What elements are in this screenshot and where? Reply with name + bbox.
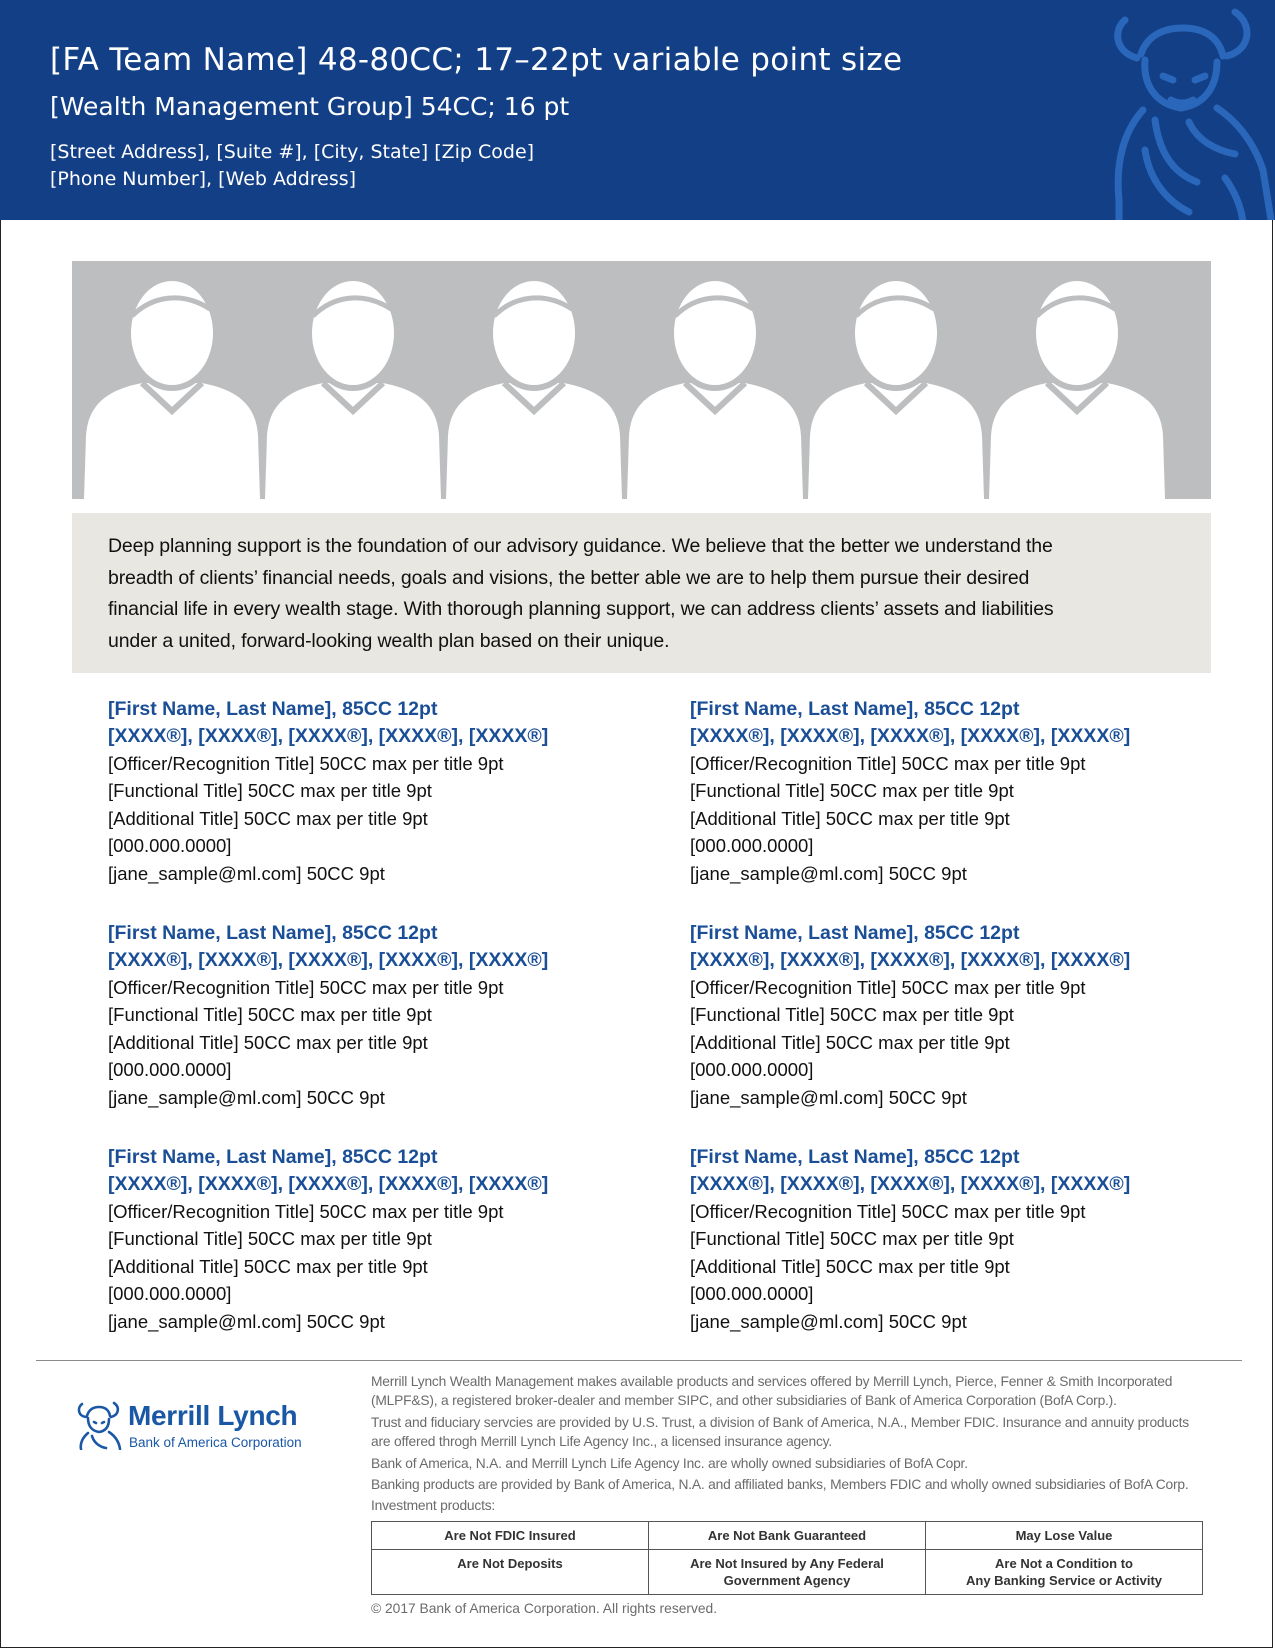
- advisor-credentials: [XXXX®], [XXXX®], [XXXX®], [XXXX®], [XXXX®]: [108, 1173, 549, 1195]
- advisor-phone: [000.000.0000]: [690, 835, 814, 857]
- functional-title: [Functional Title] 50CC max per title 9pt: [690, 1228, 1014, 1250]
- additional-title: [Additional Title] 50CC max per title 9pt: [108, 1255, 428, 1277]
- investment-risk-table: [371, 1521, 1203, 1595]
- functional-title: [Functional Title] 50CC max per title 9pt: [108, 780, 432, 802]
- additional-title: [Additional Title] 50CC max per title 9pt: [690, 1255, 1010, 1277]
- risk-cell: Are Not FDIC Insured: [372, 1522, 649, 1550]
- functional-title: [Functional Title] 50CC max per title 9pt: [108, 1228, 432, 1250]
- additional-title: [Additional Title] 50CC max per title 9pt: [690, 807, 1010, 829]
- disclosure-line: Merrill Lynch Wealth Management makes available products and services offered by Merrill Lynch, Pierce, Fenner & Smith Incorporated: [371, 1374, 1173, 1389]
- advisor-phone: [000.000.0000]: [690, 1059, 814, 1081]
- officer-title: [Officer/Recognition Title] 50CC max per title 9pt: [108, 753, 504, 774]
- advisor-phone: [000.000.0000]: [108, 1059, 232, 1081]
- team-silhouettes-image: [72, 261, 1211, 499]
- disclosure-line: are offered throgh Merrill Lynch Life Agency Inc., a licensed insurance agency.: [371, 1434, 832, 1449]
- bull-icon: [72, 1398, 124, 1450]
- team-silhouettes: [72, 261, 1211, 499]
- advisor-credentials: [XXXX®], [XXXX®], [XXXX®], [XXXX®], [XXXX®]: [690, 949, 1131, 971]
- person-head-silhouette: [1033, 278, 1121, 388]
- intro-line: Deep planning support is the foundation of our advisory guidance. We believe that the better we understand the: [108, 535, 1053, 557]
- advisor-name: [First Name, Last Name], 85CC 12pt: [108, 1146, 438, 1168]
- person-body-silhouette: [446, 383, 622, 499]
- advisor-card: [690, 920, 1250, 1111]
- functional-title: [Functional Title] 50CC max per title 9pt: [108, 1004, 432, 1026]
- officer-title: [Officer/Recognition Title] 50CC max per title 9pt: [690, 977, 1086, 998]
- functional-title: [Functional Title] 50CC max per title 9pt: [690, 1004, 1014, 1026]
- footer-divider: [36, 1360, 1242, 1361]
- advisor-phone: [000.000.0000]: [690, 1283, 814, 1305]
- disclosure-trust: [371, 1413, 1211, 1451]
- disclosure-line: (MLPF&S), a registered broker-dealer and member SIPC, and other subsidiaries of Bank of America Corporation (BofA Corp.).: [371, 1393, 1117, 1408]
- header-banner: [0, 0, 1275, 220]
- disclosure-banking: Banking products are provided by Bank of America, N.A. and affiliated banks, Members FDIC and wholly owned subsidiaries of BofA Corp.: [371, 1477, 1189, 1492]
- risk-cell: Are Not Bank Guaranteed: [649, 1522, 926, 1550]
- street-address: [Street Address], [Suite #], [City, State] [Zip Code]: [50, 141, 535, 163]
- officer-title: [Officer/Recognition Title] 50CC max per title 9pt: [108, 977, 504, 998]
- advisor-phone: [000.000.0000]: [108, 1283, 232, 1305]
- person-head-silhouette: [490, 278, 578, 388]
- person-body-silhouette: [989, 383, 1165, 499]
- advisor-card: [690, 1144, 1250, 1335]
- intro-line: financial life in every wealth stage. With thorough planning support, we can address clients’ assets and liabilities: [108, 598, 1054, 620]
- advisor-email: [jane_sample@ml.com] 50CC 9pt: [690, 1310, 967, 1332]
- advisor-credentials: [XXXX®], [XXXX®], [XXXX®], [XXXX®], [XXXX®]: [690, 1173, 1131, 1195]
- risk-cell-line: Any Banking Service or Activity: [965, 1573, 1163, 1588]
- officer-title: [Officer/Recognition Title] 50CC max per title 9pt: [690, 1201, 1086, 1222]
- advisor-name: [First Name, Last Name], 85CC 12pt: [690, 922, 1020, 944]
- risk-cell: [649, 1550, 926, 1595]
- advisor-card: [690, 696, 1250, 887]
- merrill-lynch-logo: [72, 1398, 332, 1458]
- advisor-card: [108, 696, 668, 887]
- functional-title: [Functional Title] 50CC max per title 9pt: [690, 780, 1014, 802]
- copyright-notice: © 2017 Bank of America Corporation. All rights reserved.: [371, 1601, 718, 1616]
- disclosure-line: Trust and fiduciary servcies are provided by U.S. Trust, a division of Bank of America, N.A., Member FDIC. Insurance and annuity products: [371, 1415, 1189, 1430]
- additional-title: [Additional Title] 50CC max per title 9pt: [108, 1031, 428, 1053]
- officer-title: [Officer/Recognition Title] 50CC max per title 9pt: [108, 1201, 504, 1222]
- disclosure-mlpfs: [371, 1372, 1211, 1410]
- advisor-email: [jane_sample@ml.com] 50CC 9pt: [108, 862, 385, 884]
- advisor-card: [108, 1144, 668, 1335]
- logo-brand-name: Merrill Lynch: [128, 1400, 298, 1431]
- advisor-credentials: [XXXX®], [XXXX®], [XXXX®], [XXXX®], [XXXX®]: [690, 725, 1131, 747]
- intro-line: breadth of clients’ financial needs, goals and visions, the better able we are to help them pursue their desired: [108, 566, 1030, 589]
- phone-web-address: [Phone Number], [Web Address]: [50, 168, 357, 190]
- intro-panel: [72, 513, 1211, 673]
- advisor-email: [jane_sample@ml.com] 50CC 9pt: [108, 1310, 385, 1332]
- risk-cell-line: Are Not Insured by Any Federal: [690, 1556, 884, 1571]
- person-body-silhouette: [84, 383, 260, 499]
- additional-title: [Additional Title] 50CC max per title 9pt: [690, 1031, 1010, 1053]
- intro-line: under a united, forward-looking wealth plan based on their unique.: [108, 629, 670, 652]
- person-head-silhouette: [852, 278, 940, 388]
- risk-cell: May Lose Value: [926, 1522, 1203, 1550]
- advisor-email: [jane_sample@ml.com] 50CC 9pt: [690, 1086, 967, 1108]
- person-body-silhouette: [808, 383, 984, 499]
- advisor-credentials: [XXXX®], [XXXX®], [XXXX®], [XXXX®], [XXXX®]: [108, 949, 549, 971]
- group-subtitle: [Wealth Management Group] 54CC; 16 pt: [50, 92, 570, 121]
- person-body-silhouette: [265, 383, 441, 499]
- advisor-name: [First Name, Last Name], 85CC 12pt: [690, 1146, 1020, 1168]
- officer-title: [Officer/Recognition Title] 50CC max per title 9pt: [690, 753, 1086, 774]
- team-name-title: [FA Team Name] 48-80CC; 17–22pt variable point size: [50, 42, 903, 78]
- person-head-silhouette: [671, 278, 759, 388]
- risk-cell-line: Government Agency: [723, 1573, 851, 1588]
- advisor-phone: [000.000.0000]: [108, 835, 232, 857]
- intro-text: [108, 531, 1175, 657]
- advisor-card: [108, 920, 668, 1111]
- advisor-email: [jane_sample@ml.com] 50CC 9pt: [108, 1086, 385, 1108]
- person-head-silhouette: [309, 278, 397, 388]
- logo-tagline: Bank of America Corporation: [129, 1435, 302, 1450]
- advisor-credentials: [XXXX®], [XXXX®], [XXXX®], [XXXX®], [XXXX®]: [108, 725, 549, 747]
- advisor-name: [First Name, Last Name], 85CC 12pt: [108, 698, 438, 720]
- additional-title: [Additional Title] 50CC max per title 9pt: [108, 807, 428, 829]
- risk-cell: [926, 1550, 1203, 1595]
- risk-cell: Are Not Deposits: [372, 1550, 649, 1595]
- bull-icon: [1085, 0, 1275, 220]
- person-head-silhouette: [128, 278, 216, 388]
- advisor-name: [First Name, Last Name], 85CC 12pt: [690, 698, 1020, 720]
- advisor-name: [First Name, Last Name], 85CC 12pt: [108, 922, 438, 944]
- risk-cell-line: Are Not a Condition to: [995, 1556, 1133, 1571]
- person-body-silhouette: [627, 383, 803, 499]
- disclosure-investment-heading: Investment products:: [371, 1498, 496, 1513]
- advisor-email: [jane_sample@ml.com] 50CC 9pt: [690, 862, 967, 884]
- disclosure-subsidiaries: Bank of America, N.A. and Merrill Lynch Life Agency Inc. are wholly owned subsidiaries of BofA Copr.: [371, 1456, 968, 1471]
